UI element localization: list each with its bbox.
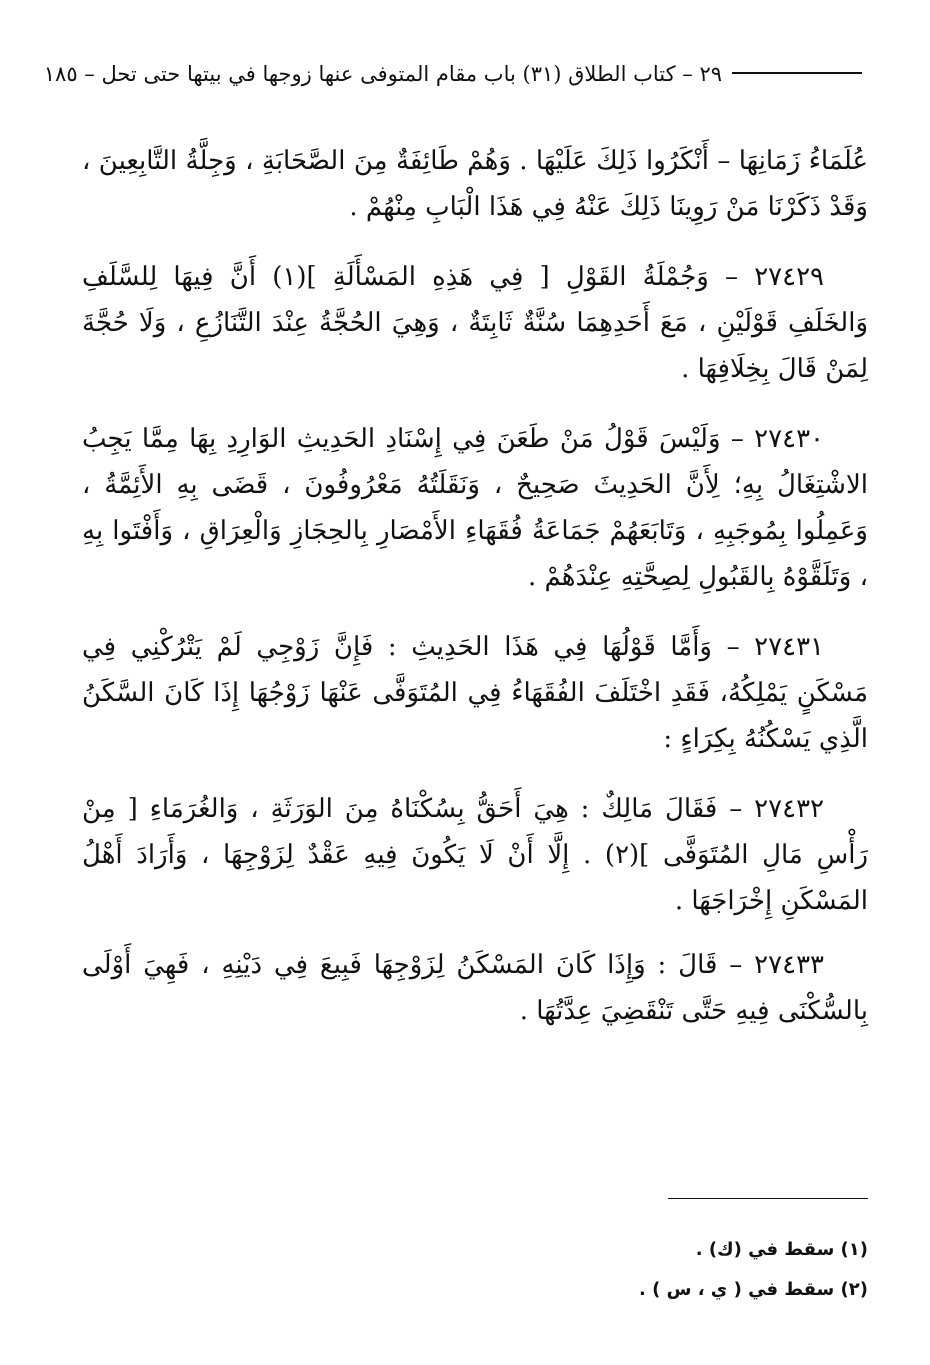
running-head: ٢٩ – كتاب الطلاق (٣١) باب مقام المتوفى عنها زوجها في بيتها حتى تحل – ١٨٥ [43,62,722,86]
paragraph-27431: ٢٧٤٣١ – وَأَمَّا قَوْلُهَا فِي هَذَا الحَدِيثِ : فَإِنَّ زَوْجِي لَمْ يَتْرُكْنِي فِي مَسْكَنٍ يَمْلِكُهُ، فَقَدِ اخْتَلَفَ الفُقَهَاءُ فِي المُتَوَفَّى عَنْهَا زَوْجُهَا إِذَا كَانَ السَّكَنُ الَّذِي يَسْكُنُهُ بِكِرَاءٍ : [82,632,868,754]
footnote-1: (١) سقط في (ك) . [695,1239,868,1260]
footnotes [448,1230,868,1310]
footnote-rule [668,1198,868,1199]
footnote-2: (٢) سقط في ( ي ، س ) . [639,1279,868,1300]
paragraph-27433: ٢٧٤٣٣ – قَالَ : وَإِذَا كَانَ المَسْكَنُ لِزَوْجِهَا فَبِيعَ فِي دَيْنِهِ ، فَهِيَ أَوْلَى بِالسُّكْنَى فِيهِ حَتَّى تَنْقَضِيَ عِدَّتُهَا . [82,950,868,1026]
paragraph-27430: ٢٧٤٣٠ – وَلَيْسَ قَوْلُ مَنْ طَعَنَ فِي إِسْنَادِ الحَدِيثِ الوَارِدِ بِهَا مِمَّا يَجِبُ الاشْتِغَالُ بِهِ؛ لِأَنَّ الحَدِيثَ صَحِيحٌ ، وَنَقَلَتُهُ مَعْرُوفُونَ ، قَضَى بِهِ الأَئِمَّةُ ، وَعَمِلُوا بِمُوجَبِهِ ، وَتَابَعَهُمْ جَمَاعَةُ فُقَهَاءِ الأَمْصَارِ بِالحِجَازِ وَالْعِرَاقِ ، وَأَفْتَوا بِهِ ، وَتَلَقَّوْهُ بِالقَبُولِ لِصِحَّتِهِ عِنْدَهُمْ . [82,424,868,592]
paragraph-27432: ٢٧٤٣٢ – فَقَالَ مَالِكٌ : هِيَ أَحَقُّ بِسُكْنَاهُ مِنَ الوَرَثَةِ ، وَالغُرَمَاءِ [ مِنْ رَأْسِ مَالِ المُتَوَفَّى ](٢) . إِلَّا أَنْ لَا يَكُونَ فِيهِ عَقْدٌ لِزَوْجِهَا ، وَأَرَادَ أَهْلُ المَسْكَنِ إِخْرَاجَهَا . [82,794,868,916]
main-text [82,138,868,1058]
paragraph-27429: ٢٧٤٢٩ – وَجُمْلَةُ القَوْلِ [ فِي هَذِهِ المَسْأَلَةِ ](١) أَنَّ فِيهَا لِلسَّلَفِ وَالخَلَفِ قَوْلَيْنِ ، مَعَ أَحَدِهِمَا سُنَّةٌ ثَابِتَةٌ ، وَهِيَ الحُجَّةُ عِنْدَ التَّنَازُعِ ، وَلَا حُجَّةَ لِمَنْ قَالَ بِخِلَافِهَا . [82,262,868,384]
header-rule [732,72,862,74]
paragraph-continuation: عُلَمَاءُ زَمَانِهَا – أَنْكَرُوا ذَلِكَ عَلَيْهَا . وَهُمْ طَائِفَةٌ مِنَ الصَّحَابَةِ ، وَجِلَّةُ التَّابِعِينَ ، وَقَدْ ذَكَرْنَا مَنْ رَوِينَا ذَلِكَ عَنْهُ فِي هَذَا الْبَابِ مِنْهُمْ . [82,146,868,222]
page-header [43,60,862,100]
